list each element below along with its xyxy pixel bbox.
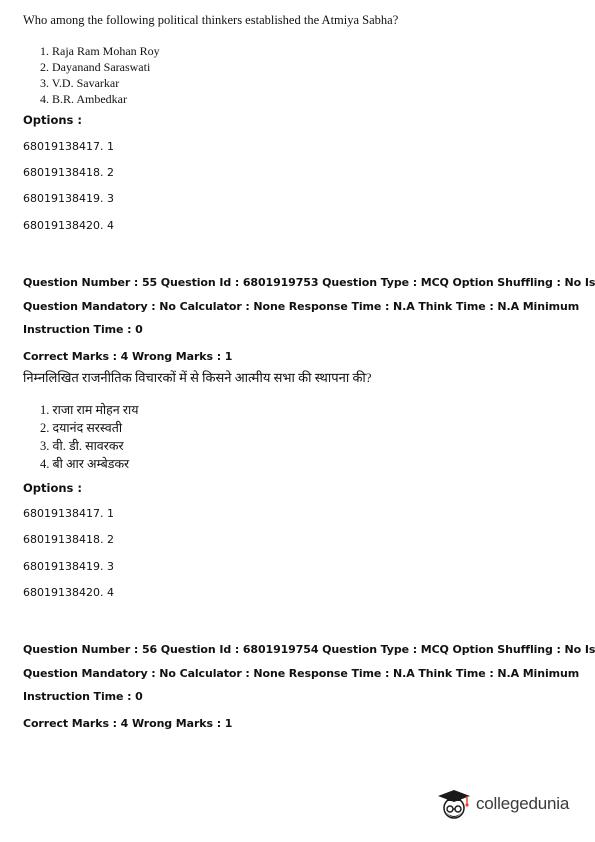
choice-item: 1. राजा राम मोहन राय [40,403,139,417]
choice-item: 3. V.D. Savarkar [40,76,120,90]
options-heading: Options : [23,481,82,495]
question-text-hindi: निम्नलिखित राजनीतिक विचारकों में से किसने आत्मीय सभा की स्थापना की? [23,370,372,385]
option-item: 68019138420. 4 [23,586,114,599]
options-heading: Options : [23,113,82,127]
question-meta: Question Number : 55 Question Id : 6801919753 Question Type : MCQ Option Shuffling : No Is [23,276,595,289]
graduation-cap-icon [434,784,474,824]
option-item: 68019138417. 1 [23,140,114,153]
marks-line: Correct Marks : 4 Wrong Marks : 1 [23,350,233,363]
choice-item: 3. वी. डी. सावरकर [40,439,124,453]
choice-item: 4. B.R. Ambedkar [40,92,127,106]
marks-line: Correct Marks : 4 Wrong Marks : 1 [23,717,233,730]
choice-item: 4. बी आर अम्बेडकर [40,457,130,471]
brand-name: collegedunia [476,794,570,813]
option-item: 68019138418. 2 [23,166,114,179]
option-item: 68019138417. 1 [23,507,114,520]
question-meta: Question Mandatory : No Calculator : None Response Time : N.A Think Time : N.A Minimum [23,667,580,680]
collegedunia-logo[interactable] [434,784,569,824]
question-meta: Question Number : 56 Question Id : 6801919754 Question Type : MCQ Option Shuffling : No Is [23,643,595,656]
option-item: 68019138420. 4 [23,219,114,232]
question-meta: Instruction Time : 0 [23,690,143,703]
question-meta: Question Mandatory : No Calculator : None Response Time : N.A Think Time : N.A Minimum [23,300,580,313]
option-item: 68019138419. 3 [23,192,114,205]
option-item: 68019138419. 3 [23,560,114,573]
question-meta: Instruction Time : 0 [23,323,143,336]
question-text: Who among the following political thinkers established the Atmiya Sabha? [23,13,399,27]
choice-item: 2. Dayanand Saraswati [40,60,151,74]
option-item: 68019138418. 2 [23,533,114,546]
choice-item: 1. Raja Ram Mohan Roy [40,44,160,58]
choice-item: 2. दयानंद सरस्वती [40,421,123,435]
